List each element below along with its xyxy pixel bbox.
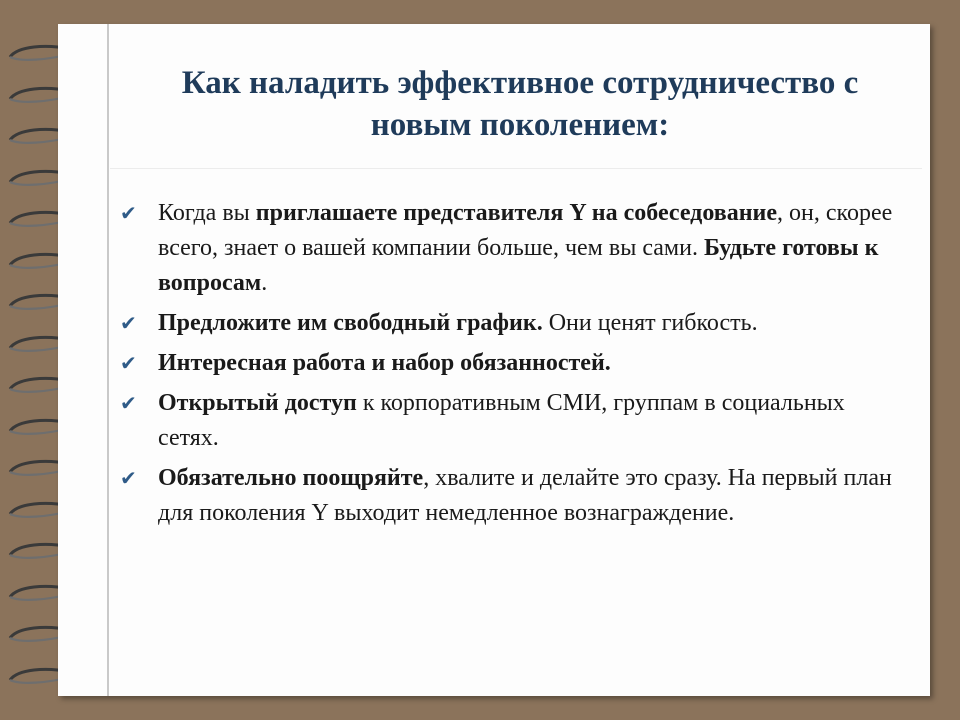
checkmark-icon: ✔ (120, 201, 137, 225)
checkmark-icon: ✔ (120, 391, 137, 415)
margin-line (107, 24, 109, 696)
bullet-text: , хвалите и делайте это сразу. На первый план для поколения Y выходит немедленное вознаграждение. (158, 465, 892, 526)
bullet-bold-text: Предложите им свободный график. (158, 310, 543, 336)
bullet-list (120, 196, 900, 536)
bullet-item (120, 461, 900, 531)
bullet-bold-text: Будьте готовы к вопросам (158, 235, 879, 296)
bullet-item (120, 196, 900, 301)
bullet-text: к корпоративным СМИ, группам в социальных сетях. (158, 390, 845, 451)
checkmark-icon: ✔ (120, 351, 137, 375)
bullet-bold-text: Интересная работа и набор обязанностей. (158, 350, 611, 376)
bullet-bold-text: приглашаете представителя Y на собеседование (255, 200, 777, 226)
title-line-1: Как наладить эффективное сотрудничество с (181, 65, 859, 101)
checkmark-icon: ✔ (120, 311, 137, 335)
notebook-page (58, 24, 930, 696)
title-divider (110, 168, 922, 169)
bullet-bold-text: Обязательно поощряйте (158, 465, 424, 491)
bullet-item (120, 386, 900, 456)
bullet-item (120, 306, 900, 341)
bullet-bold-text: Открытый доступ (158, 390, 357, 416)
page-title (120, 62, 920, 146)
bullet-text: Когда вы (158, 200, 256, 226)
bullet-text: , он, скорее всего, знает о вашей компании больше, чем вы сами. (158, 200, 893, 261)
bullet-text: . (261, 270, 268, 296)
bullet-item (120, 346, 900, 381)
bullet-text: Они ценят гибкость. (542, 310, 758, 336)
checkmark-icon: ✔ (120, 466, 137, 490)
title-line-2: новым поколением: (370, 107, 670, 143)
